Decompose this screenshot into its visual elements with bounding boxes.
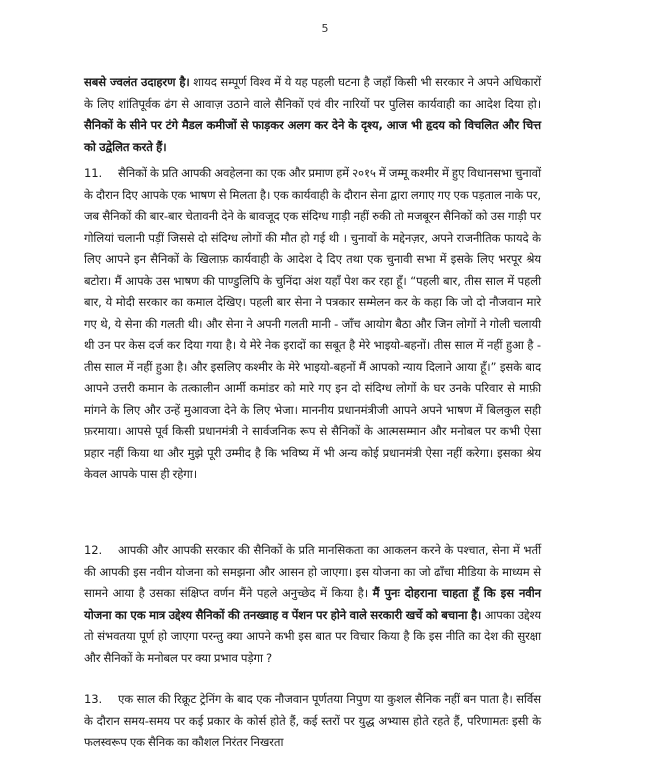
paragraph-text: आपका उद्देश्य तो संभवतया पूर्ण हो जाएगा परन्तु क्या आपने कभी इस बात पर विचार किया है कि इस नीति का देश की सुरक्षा और सैनिकों के मनोबल पर क्या प्रभाव पड़ेगा ?	[84, 607, 541, 665]
paragraph-number: 12.	[84, 543, 103, 557]
paragraph-continuation	[84, 72, 541, 158]
paragraph-text: एक साल की रिक्रूट ट्रेनिंग के बाद एक नौजवान पूर्णतया निपुण या कुशल सैनिक नहीं बन पाता है। सर्विस के दौरान समय-समय पर कई प्रकार के कोर्स होते हैं, कई स्तरों पर युद्ध अभ्यास होते रहते हैं, परिणामतः इसी के फलस्वरूप एक सैनिक का कौशल निरंतर निखरता	[84, 692, 541, 749]
paragraph-number: 13.	[84, 692, 103, 706]
paragraph-text: आपकी और आपकी सरकार की सैनिकों के प्रति मानसिकता का आकलन करने के पश्चात, सेना में भर्ती की आपकी इस नवीन योजना को समझना और आसन हो जाएगा। इस योजना का जो ढाँचा मीडिया के माध्यम से सामने आया है उसका संक्षिप्त वर्णन मैंने पहले अनुच्छेद में किया है।	[84, 543, 541, 600]
paragraph-text-bold: सैनिकों के सीने पर टंगे मैडल कमीजों से फाड़कर अलग कर देने के दृश्य, आज भी हृदय को विचलित और चित्त को उद्वेलित करते हैं।	[84, 118, 541, 154]
paragraph-text: सैनिकों के प्रति आपकी अवहेलना का एक और प्रमाण हमें २०१५ में जम्मू कश्मीर में हुए विधानसभा चुनावों के दौरान दिए आपके एक भाषण से मिलता है। एक कार्यवाही के दौरान सेना द्वारा लगाए गए एक पड़ताल नाके पर, जब सैनिकों की बार-बार चेतावनी देने के बावजूद एक संदिग्ध गाड़ी नहीं रुकी तो मजबूरन सैनिकों को उस गाड़ी पर गोलियां चलानी पड़ीं जिससे दो संदिग्ध लोगों की मौत हो गई थी । चुनावों के मद्देनज़र, अपने राजनीतिक फायदे के लिए आपने इन सैनिकों के खिलाफ़ कार्यवाही के आदेश दे दिए तथा एक चुनावी सभा में इसके लिए भरपूर श्रेय बटोरा। मैं आपके उस भाषण की पाण्डुलिपि के चुनिंदा अंश यहाँ पेश कर रहा हूँ। “पहली बार, तीस साल में पहली बार, ये मोदी सरकार का कमाल देखिए। पहली बार सेना ने पत्रकार सम्मेलन कर के कहा कि जो दो नौजवान मारे गए थे, ये सेना की गलती थी। और सेना ने अपनी गलती मानी - जाँच आयोग बैठा और जिन लोगों ने गोली चलायी थी उन पर केस दर्ज कर दिया गया है। ये मेरे नेक इरादों का सबूत है मेरे भाइयो-बहनों। तीस साल में नहीं हुआ है - तीस साल में नहीं हुआ है। और इसलिए कश्मीर के मेरे भाइयो-बहनों मैं आपको न्याय दिलाने आया हूँ।” इसके बाद आपने उत्तरी कमान के तत्कालीन आर्मी कमांडर को मारे गए इन दो संदिग्ध लोगों के घर उनके परिवार से माफ़ी मांगने के लिए और उन्हें मुआवजा देने के लिए भेजा। माननीय प्रधानमंत्रीजी आपने अपने भाषण में बिलकुल सही फ़रमाया। आपसे पूर्व किसी प्रधानमंत्री ने सार्वजनिक रूप से सैनिकों के आत्मसम्मान और मनोबल पर कभी ऐसा प्रहार नहीं किया था और मुझे पूरी उम्मीद है कि भविष्य में भी अन्य कोई प्रधानमंत्री ऐसा नहीं करेगा। इसका श्रेय केवल आपके पास ही रहेगा।	[84, 166, 541, 481]
paragraph-11	[84, 163, 541, 486]
paragraph-13	[84, 689, 541, 754]
paragraph-12	[84, 540, 541, 669]
paragraph-text-bold: सबसे ज्वलंत उदाहरण है।	[84, 75, 190, 89]
paragraph-text-bold: मैं पुनः दोहराना चाहता हूँ कि इस नवीन योजना का एक मात्र उद्देश्य सैनिकों की तनख्वाह व पेंशन पर होने वाले सरकारी खर्चे को बचाना है।	[84, 586, 541, 622]
page-number: 5	[321, 22, 329, 35]
paragraph-number: 11.	[84, 166, 103, 180]
paragraph-text: शायद सम्पूर्ण विश्व में ये यह पहली घटना है जहाँ किसी भी सरकार ने अपने अधिकारों के लिए शांतिपूर्वक ढंग से आवाज़ उठाने वाले सैनिकों एवं वीर नारियों पर पुलिस कार्यवाही का आदेश दिया हो।	[84, 75, 541, 111]
